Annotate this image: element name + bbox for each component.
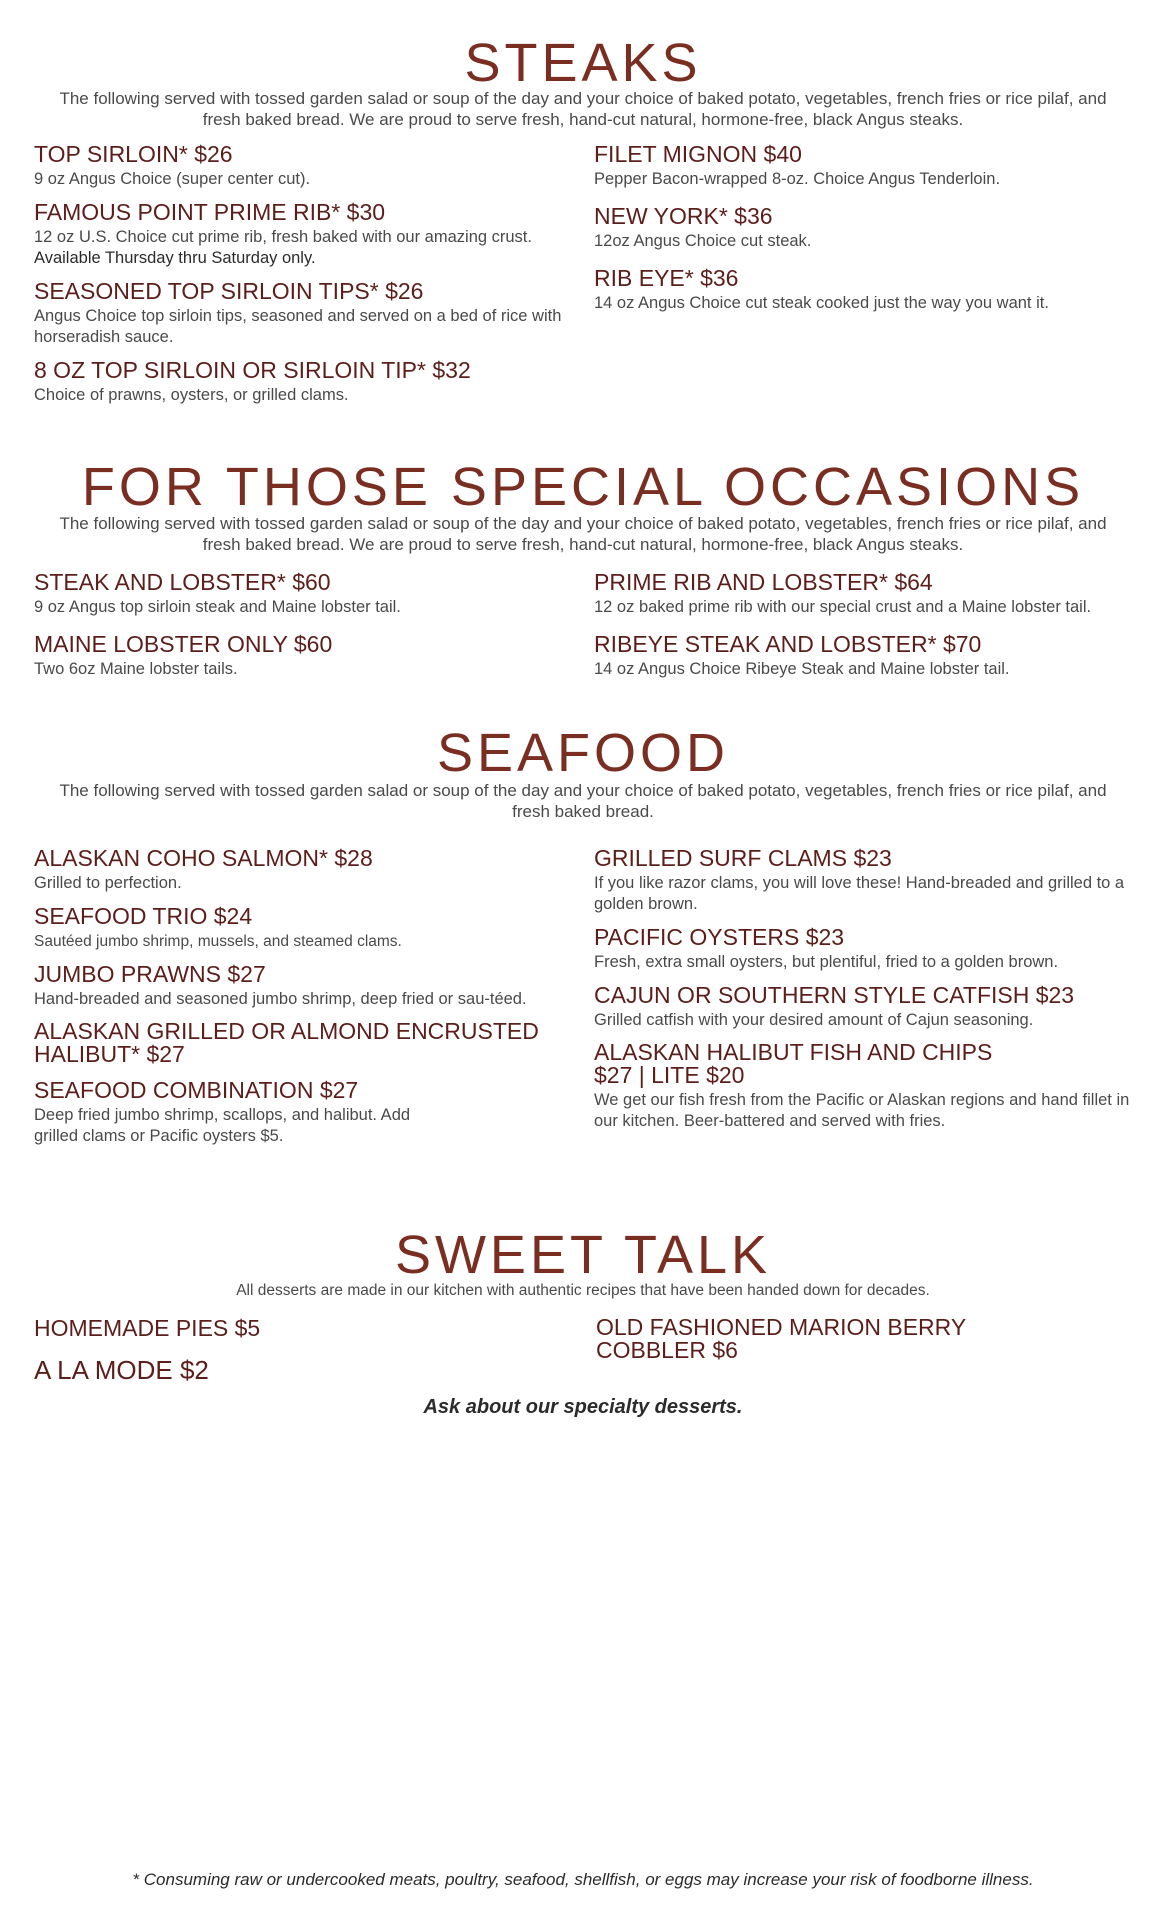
menu-item: [34, 1020, 574, 1066]
menu-item: [594, 925, 1134, 973]
menu-item-description: [34, 227, 574, 269]
menu-item-name: SEAFOOD TRIO $24: [34, 903, 253, 929]
menu-item-description: Fresh, extra small oysters, but plentiful, fried to a golden brown.: [594, 953, 1059, 971]
menu-item-description: 9 oz Angus Choice (super center cut).: [34, 170, 311, 188]
menu-item: [34, 279, 574, 348]
menu-item-name: OLD FASHIONED MARION BERRY COBBLER $6: [596, 1314, 966, 1363]
menu-item-description: Choice of prawns, oysters, or grilled clams.: [34, 386, 349, 404]
special-left-column: [34, 570, 574, 680]
menu-item-description: 12 oz baked prime rib with our special crust and a Maine lobster tail.: [594, 598, 1092, 616]
menu-item-description: Deep fried jumbo shrimp, scallops, and halibut. Add grilled clams or Pacific oysters $5.: [34, 1106, 411, 1145]
menu-item-description: Grilled catfish with your desired amount of Cajun seasoning.: [594, 1011, 1034, 1029]
menu-item: [34, 846, 574, 894]
menu-item: [596, 1316, 996, 1362]
menu-item: [34, 1355, 574, 1385]
menu-item-name: STEAK AND LOBSTER* $60: [34, 569, 331, 595]
menu-item-name: SEASONED TOP SIRLOIN TIPS* $26: [34, 278, 424, 304]
menu-item-name: GRILLED SURF CLAMS $23: [594, 845, 892, 871]
steaks-left-column: [34, 142, 574, 406]
menu-item-description: Two 6oz Maine lobster tails.: [34, 660, 238, 678]
menu-item-name: ALASKAN HALIBUT FISH AND CHIPS $27 | LITE $20: [594, 1039, 993, 1088]
menu-item-name: RIB EYE* $36: [594, 265, 739, 291]
menu-item-description: Grilled to perfection.: [34, 874, 182, 892]
menu-item: [594, 1041, 1134, 1132]
menu-item-name: FILET MIGNON $40: [594, 141, 802, 167]
menu-item-name: PACIFIC OYSTERS $23: [594, 924, 845, 950]
sweet-talk-intro: All desserts are made in our kitchen with authentic recipes that have been handed down for decades.: [236, 1282, 930, 1299]
seafood-left-column: [34, 846, 574, 1147]
menu-item-name: FAMOUS POINT PRIME RIB* $30: [34, 199, 386, 225]
menu-item: [34, 632, 574, 680]
menu-item-name: NEW YORK* $36: [594, 203, 773, 229]
menu-item: [34, 1078, 574, 1147]
menu-item-description: 12oz Angus Choice cut steak.: [594, 232, 812, 250]
menu-item: [34, 962, 574, 1010]
seafood-title: SEAFOOD: [436, 723, 730, 783]
menu-item-description: If you like razor clams, you will love these! Hand-breaded and grilled to a golden brown.: [594, 874, 1125, 913]
menu-item: [34, 142, 574, 190]
menu-item-name: JUMBO PRAWNS $27: [34, 961, 266, 987]
sweet-talk-title: SWEET TALK: [394, 1225, 772, 1285]
menu-item-availability-note: Available Thursday thru Saturday only.: [34, 249, 316, 267]
menu-item: [594, 142, 1134, 190]
menu-item: [594, 204, 1134, 252]
menu-item-description: Sautéed jumbo shrimp, mussels, and steamed clams.: [34, 933, 402, 950]
sweet-right-column: [596, 1316, 996, 1362]
menu-item-description: 9 oz Angus top sirloin steak and Maine lobster tail.: [34, 598, 401, 616]
menu-item-name: RIBEYE STEAK AND LOBSTER* $70: [594, 631, 982, 657]
menu-item-description: 14 oz Angus Choice cut steak cooked just the way you want it.: [594, 294, 1049, 312]
menu-item-description: 14 oz Angus Choice Ribeye Steak and Maine lobster tail.: [594, 660, 1010, 678]
menu-item-name: CAJUN OR SOUTHERN STYLE CATFISH $23: [594, 982, 1075, 1008]
menu-item-name: TOP SIRLOIN* $26: [34, 141, 233, 167]
menu-item-description: Hand-breaded and seasoned jumbo shrimp, deep fried or sau-téed.: [34, 990, 527, 1008]
steaks-right-column: [594, 142, 1134, 314]
special-occasions-intro: The following served with tossed garden salad or soup of the day and your choice of baked potato, vegetables, french fries or rice pilaf, and fresh baked bread. We are proud to serve fresh, hand-cut natural, hormone-free, black Angus steaks.: [59, 514, 1107, 554]
menu-item-name: A LA MODE $2: [34, 1355, 209, 1385]
menu-item-description: Angus Choice top sirloin tips, seasoned and served on a bed of rice with horseradish sauce.: [34, 307, 562, 346]
menu-item: [34, 358, 574, 406]
menu-item-name: PRIME RIB AND LOBSTER* $64: [594, 569, 933, 595]
menu-item-desc-text: 12 oz U.S. Choice cut prime rib, fresh baked with our amazing crust.: [34, 228, 532, 246]
menu-item: [34, 200, 574, 269]
sweet-left-column: [34, 1315, 574, 1385]
menu-item-name: MAINE LOBSTER ONLY $60: [34, 631, 333, 657]
steaks-intro: The following served with tossed garden salad or soup of the day and your choice of baked potato, vegetables, french fries or rice pilaf, and fresh baked bread. We are proud to serve fresh, hand-cut natural, hormone-free, black Angus steaks.: [59, 89, 1107, 129]
menu-item-name: SEAFOOD COMBINATION $27: [34, 1077, 359, 1103]
menu-item: [34, 1316, 574, 1340]
menu-item: [594, 846, 1134, 915]
menu-item: [594, 632, 1154, 680]
menu-item-name: HOMEMADE PIES $5: [34, 1315, 261, 1341]
menu-item: [34, 570, 574, 618]
menu-item: [594, 570, 1154, 618]
menu-item: [34, 904, 574, 952]
special-occasions-title: FOR THOSE SPECIAL OCCASIONS: [81, 457, 1085, 517]
menu-item: [594, 983, 1134, 1031]
menu-item-description: Pepper Bacon-wrapped 8-oz. Choice Angus Tenderloin.: [594, 170, 1001, 188]
menu-item: [594, 266, 1134, 314]
menu-item-description: We get our fish fresh from the Pacific or Alaskan regions and hand fillet in our kitchen. Beer-battered and served with fries.: [594, 1091, 1130, 1130]
steaks-title: STEAKS: [464, 33, 702, 93]
specialty-desserts-note: Ask about our specialty desserts.: [423, 1396, 743, 1418]
special-right-column: [594, 570, 1154, 680]
seafood-right-column: [594, 846, 1134, 1132]
foodborne-illness-disclaimer: * Consuming raw or undercooked meats, poultry, seafood, shellfish, or eggs may increase your risk of foodborne illness.: [132, 1870, 1034, 1889]
menu-item-name: ALASKAN COHO SALMON* $28: [34, 845, 373, 871]
menu-item-name: 8 OZ TOP SIRLOIN OR SIRLOIN TIP* $32: [34, 357, 471, 383]
menu-item-name: ALASKAN GRILLED OR ALMOND ENCRUSTED HALIBUT* $27: [34, 1018, 539, 1067]
seafood-intro: The following served with tossed garden salad or soup of the day and your choice of baked potato, vegetables, french fries or rice pilaf, and fresh baked bread.: [59, 781, 1107, 821]
